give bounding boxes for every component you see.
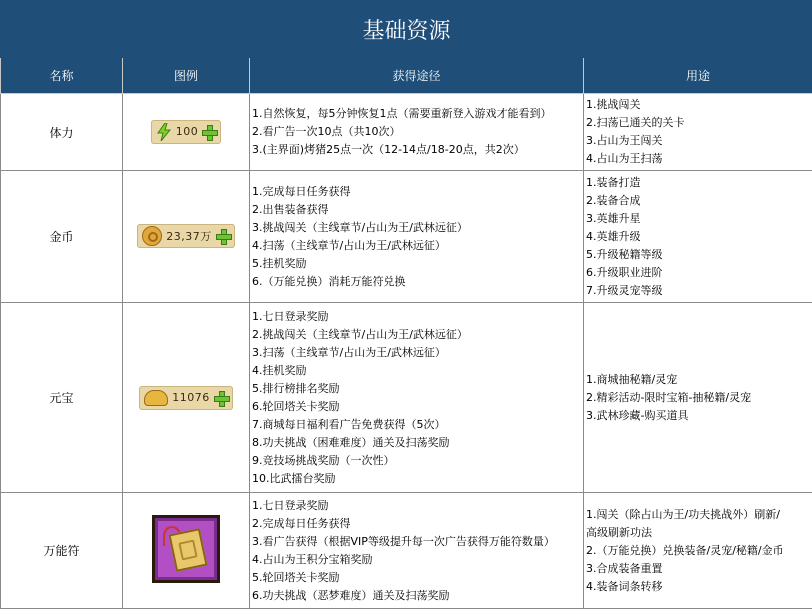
usage-list [584,94,812,171]
list-item: 2.扫荡已通关的关卡 [584,114,812,132]
row-name: 元宝 [1,303,123,493]
list-item: 6.（万能兑换）消耗万能符兑换 [250,273,583,291]
list-item: 高级刷新功法 [584,524,812,542]
gold-value: 23,37万 [166,228,212,244]
list-item: 1.自然恢复，每5分钟恢复1点（需要重新登入游戏才能看到） [250,105,583,123]
table-row-ingot [1,303,812,493]
header-name: 名称 [1,58,123,94]
list-item: 6.功夫挑战（恶梦难度）通关及扫荡奖励 [250,587,583,605]
row-icon-cell [123,493,250,609]
table-row-stamina [1,94,812,171]
list-item: 3.武林珍藏-购买道具 [584,407,812,425]
ingot-badge [139,386,233,410]
list-item: 4.英雄升级 [584,228,812,246]
list-item: 10.比武擂台奖励 [250,470,583,488]
list-item: 2.完成每日任务获得 [250,515,583,533]
list-item: 6.升级职业进阶 [584,264,812,282]
lightning-icon [156,123,172,141]
list-item: 3.合成装备重置 [584,560,812,578]
list-item: 4.占山为王积分宝箱奖励 [250,551,583,569]
list-item: 3.扫荡（主线章节/占山为王/武林远征） [250,344,583,362]
header-row [1,58,812,94]
stamina-value: 100 [176,125,199,138]
row-icon-cell [123,171,250,303]
list-item: 3.(主界面)烤猪25点一次（12-14点/18-20点，共2次） [250,141,583,159]
plus-icon [202,125,216,139]
usage-list [584,493,812,609]
talisman-icon [152,515,220,583]
plus-icon [216,229,230,243]
list-item: 2.挑战闯关（主线章节/占山为王/武林远征） [250,326,583,344]
gold-badge [137,224,235,248]
list-item: 8.功夫挑战（困难难度）通关及扫荡奖励 [250,434,583,452]
list-item: 3.英雄升星 [584,210,812,228]
list-item: 4.占山为王扫荡 [584,150,812,168]
list-item: 1.完成每日任务获得 [250,183,583,201]
list-item: 2.看广告一次10点（共10次） [250,123,583,141]
header-obtain: 获得途径 [250,58,584,94]
list-item: 2.（万能兑换）兑换装备/灵宠/秘籍/金币 [584,542,812,560]
obtain-list [250,303,584,493]
table-row-talisman [1,493,812,609]
list-item: 5.挂机奖励 [250,255,583,273]
usage-list [584,171,812,303]
list-item: 3.挑战闯关（主线章节/占山为王/武林远征） [250,219,583,237]
list-item: 3.占山为王闯关 [584,132,812,150]
row-name: 万能符 [1,493,123,609]
list-item: 6.轮回塔关卡奖励 [250,398,583,416]
list-item: 1.七日登录奖励 [250,308,583,326]
list-item: 1.七日登录奖励 [250,497,583,515]
row-icon-cell [123,303,250,493]
list-item: 1.挑战闯关 [584,96,812,114]
row-name: 金币 [1,171,123,303]
list-item: 5.升级秘籍等级 [584,246,812,264]
list-item: 2.精彩活动-限时宝箱-抽秘籍/灵宠 [584,389,812,407]
list-item: 5.排行榜排名奖励 [250,380,583,398]
list-item: 1.闯关（除占山为王/功夫挑战外）刷新/ [584,506,812,524]
obtain-list [250,493,584,609]
ingot-value: 11076 [172,391,210,404]
list-item: 7.升级灵宠等级 [584,282,812,300]
gold-ingot-icon [144,390,168,406]
list-item: 2.装备合成 [584,192,812,210]
plus-icon [214,391,228,405]
list-item: 2.出售装备获得 [250,201,583,219]
list-item: 4.挂机奖励 [250,362,583,380]
title-row [1,1,812,58]
usage-list [584,303,812,493]
list-item: 1.装备打造 [584,174,812,192]
list-item: 3.看广告获得（根据VIP等级提升每一次广告获得万能符数量） [250,533,583,551]
list-item: 4.扫荡（主线章节/占山为王/武林远征） [250,237,583,255]
list-item: 5.轮回塔关卡奖励 [250,569,583,587]
header-icon: 图例 [123,58,250,94]
list-item: 4.装备词条转移 [584,578,812,596]
coin-icon [142,226,162,246]
stamina-badge [151,120,222,144]
header-usage: 用途 [584,58,812,94]
list-item: 7.商城每日福利看广告免费获得（5次） [250,416,583,434]
row-name: 体力 [1,94,123,171]
list-item: 9.竞技场挑战奖励（一次性） [250,452,583,470]
obtain-list [250,171,584,303]
row-icon-cell [123,94,250,171]
table-row-gold [1,171,812,303]
table-title: 基础资源 [1,1,812,58]
list-item: 1.商城抽秘籍/灵宠 [584,371,812,389]
obtain-list [250,94,584,171]
